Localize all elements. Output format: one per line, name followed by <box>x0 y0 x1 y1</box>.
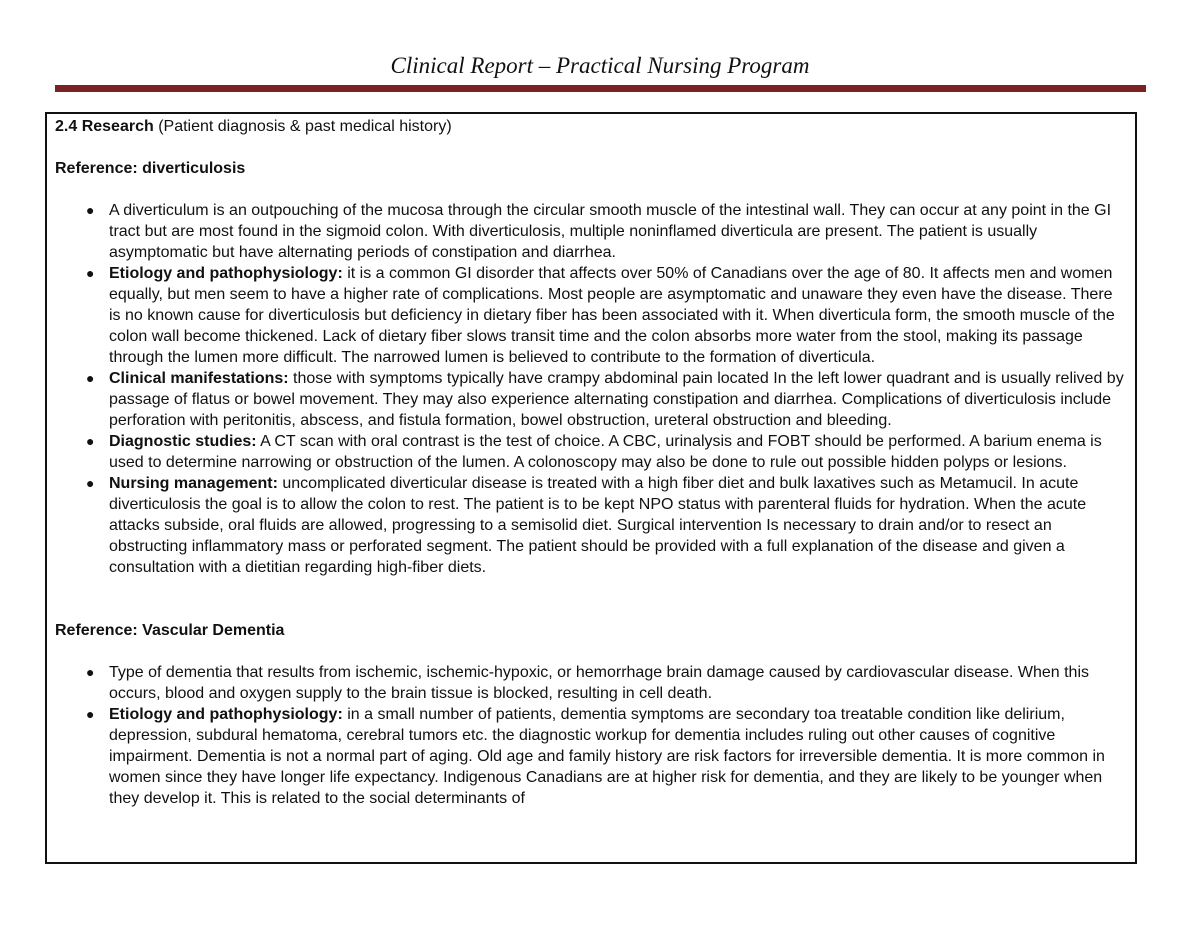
list-item-label: Clinical manifestations: <box>109 370 289 387</box>
research-content-box <box>45 112 1137 864</box>
list-item-text: in a small number of patients, dementia symptoms are secondary toa treatable condition like delirium, depression, subdural hematoma, cerebral tumors etc. the diagnostic workup for dementia includes ruling out other causes of cognitive impairment. Dementia is not a normal part of aging. Old age and family history are risk factors for irreversible dementia. It is more common in women since they have longer life expectancy. Indigenous Canadians are at higher risk for dementia, and they are likely to be younger when they develop it. This is related to the social determinants of <box>109 706 1105 807</box>
list-item-label: Etiology and pathophysiology: <box>109 265 343 282</box>
section-number-title: 2.4 Research <box>55 118 154 135</box>
list-item <box>55 473 1127 578</box>
vascular-dementia-bullet-list <box>55 662 1127 809</box>
bullet-icon: ● <box>86 706 95 722</box>
bullet-icon: ● <box>86 664 95 680</box>
list-item <box>55 662 1127 704</box>
page-header-title: Clinical Report – Practical Nursing Program <box>390 53 810 78</box>
list-item-label: Diagnostic studies: <box>109 433 257 450</box>
list-item-label: Nursing management: <box>109 475 278 492</box>
section-subtitle: (Patient diagnosis & past medical history) <box>158 118 452 135</box>
bullet-icon: ● <box>86 475 95 491</box>
reference-heading-vascular-dementia: Reference: Vascular Dementia <box>55 622 285 639</box>
section-heading <box>55 116 1127 137</box>
diverticulosis-bullet-list <box>55 200 1127 578</box>
bullet-icon: ● <box>86 265 95 281</box>
bullet-icon: ● <box>86 202 95 218</box>
list-item <box>55 368 1127 431</box>
list-item <box>55 431 1127 473</box>
list-item-text: it is a common GI disorder that affects over 50% of Canadians over the age of 80. It affects men and women equally, but men seem to have a higher rate of complications. Most people are asymptomatic and unaware they even have the disease. There is no known cause for diverticulosis but deficiency in dietary fiber has been associated with it. When diverticula form, the smooth muscle of the colon wall become thickened. Lack of dietary fiber slows transit time and the colon absorbs more water from the stool, making its passage through the lumen more difficult. The narrowed lumen is believed to contribute to the formation of diverticula. <box>109 265 1115 366</box>
header-divider <box>55 85 1146 92</box>
list-item <box>55 200 1127 263</box>
reference-heading-diverticulosis: Reference: diverticulosis <box>55 160 246 177</box>
bullet-icon: ● <box>86 370 95 386</box>
list-item-text: A diverticulum is an outpouching of the mucosa through the circular smooth muscle of the intestinal wall. They can occur at any point in the GI tract but are most found in the sigmoid colon. With diverticulosis, multiple noninflamed diverticula are present. The patient is usually asymptomatic but have alternating periods of constipation and diarrhea. <box>109 202 1112 261</box>
list-item-label: Etiology and pathophysiology: <box>109 706 343 723</box>
list-item <box>55 704 1127 809</box>
list-item-text: A CT scan with oral contrast is the test of choice. A CBC, urinalysis and FOBT should be performed. A barium enema is used to determine narrowing or obstruction of the lumen. A colonoscopy may also be done to rule out possible hidden polyps or lesions. <box>109 433 1102 471</box>
bullet-icon: ● <box>86 433 95 449</box>
list-item-text: uncomplicated diverticular disease is treated with a high fiber diet and bulk laxatives such as Metamucil. In acute diverticulosis the goal is to allow the colon to rest. The patient is to be kept NPO status with parenteral fluids for hydration. When the acute attacks subside, oral fluids are allowed, progressing to a semisolid diet. Surgical intervention Is necessary to drain and/or to resect an obstructing inflammatory mass or perforated segment. The patient should be provided with a full explanation of the disease and given a consultation with a dietitian regarding high-fiber diets. <box>109 475 1087 576</box>
list-item <box>55 263 1127 368</box>
list-item-text: Type of dementia that results from ischemic, ischemic-hypoxic, or hemorrhage brain damage caused by cardiovascular disease. When this occurs, blood and oxygen supply to the brain tissue is blocked, resulting in cell death. <box>109 664 1090 702</box>
list-item-text: those with symptoms typically have crampy abdominal pain located In the left lower quadrant and is usually relived by passage of flatus or bowel movement. They may also experience alternating constipation and diarrhea. Complications of diverticulosis include perforation with peritonitis, abscess, and fistula formation, bowel obstruction, ureteral obstruction and bleeding. <box>109 370 1124 429</box>
